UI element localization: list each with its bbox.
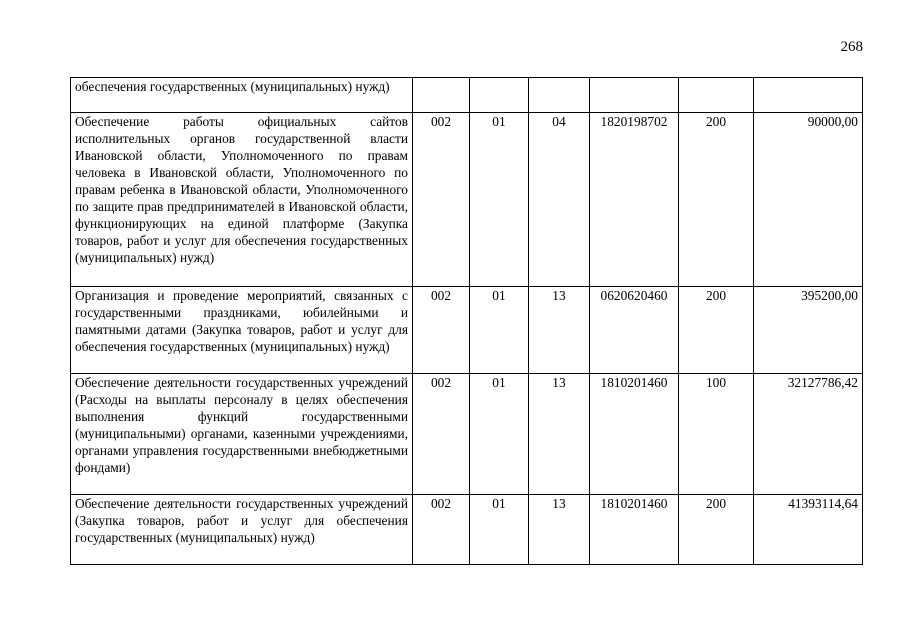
description-cell: обеспечения государственных (муниципальных) нужд) xyxy=(71,78,413,113)
expense-type-cell xyxy=(679,78,754,113)
subsection-code-cell xyxy=(529,78,590,113)
expense-type-cell: 100 xyxy=(679,374,754,495)
expense-type-cell: 200 xyxy=(679,287,754,374)
subsection-code-cell: 13 xyxy=(529,374,590,495)
target-article-cell xyxy=(590,78,679,113)
amount-cell: 90000,00 xyxy=(754,113,863,287)
table-row xyxy=(71,78,863,113)
section-code-cell: 01 xyxy=(470,374,529,495)
target-article-cell: 1810201460 xyxy=(590,495,679,565)
amount-cell: 395200,00 xyxy=(754,287,863,374)
subsection-code-cell: 13 xyxy=(529,495,590,565)
description-cell: Обеспечение работы официальных сайтов исполнительных органов государственной власти Ивановской области, Уполномоченного по правам человека в Ивановской области, Уполномоченного по правам ребенка в Ивановской области, Уполномоченного по защите прав предпринимателей в Ивановской области, функционирующих на единой платформе (Закупка товаров, работ и услуг для обеспечения государственных (муниципальных) нужд) xyxy=(71,113,413,287)
ministry-code-cell: 002 xyxy=(413,287,470,374)
page-number: 268 xyxy=(840,39,863,55)
table-row xyxy=(71,374,863,495)
ministry-code-cell xyxy=(413,78,470,113)
table-row xyxy=(71,495,863,565)
description-cell: Обеспечение деятельности государственных учреждений (Закупка товаров, работ и услуг для обеспечения государственных (муниципальных) нужд) xyxy=(71,495,413,565)
amount-cell: 32127786,42 xyxy=(754,374,863,495)
target-article-cell: 1810201460 xyxy=(590,374,679,495)
section-code-cell: 01 xyxy=(470,287,529,374)
subsection-code-cell: 04 xyxy=(529,113,590,287)
amount-cell xyxy=(754,78,863,113)
description-cell: Обеспечение деятельности государственных учреждений (Расходы на выплаты персоналу в целях обеспечения выполнения функций государственными (муниципальными) органами, казенными учреждениями, органами управления государственными внебюджетными фондами) xyxy=(71,374,413,495)
table-row xyxy=(71,287,863,374)
expense-type-cell: 200 xyxy=(679,113,754,287)
ministry-code-cell: 002 xyxy=(413,113,470,287)
target-article-cell: 1820198702 xyxy=(590,113,679,287)
section-code-cell: 01 xyxy=(470,113,529,287)
section-code-cell xyxy=(470,78,529,113)
subsection-code-cell: 13 xyxy=(529,287,590,374)
section-code-cell: 01 xyxy=(470,495,529,565)
target-article-cell: 0620620460 xyxy=(590,287,679,374)
budget-table xyxy=(70,77,863,565)
ministry-code-cell: 002 xyxy=(413,495,470,565)
table-row xyxy=(71,113,863,287)
expense-type-cell: 200 xyxy=(679,495,754,565)
description-cell: Организация и проведение мероприятий, связанных с государственными праздниками, юбилейными и памятными датами (Закупка товаров, работ и услуг для обеспечения государственных (муниципальных) нужд) xyxy=(71,287,413,374)
amount-cell: 41393114,64 xyxy=(754,495,863,565)
ministry-code-cell: 002 xyxy=(413,374,470,495)
